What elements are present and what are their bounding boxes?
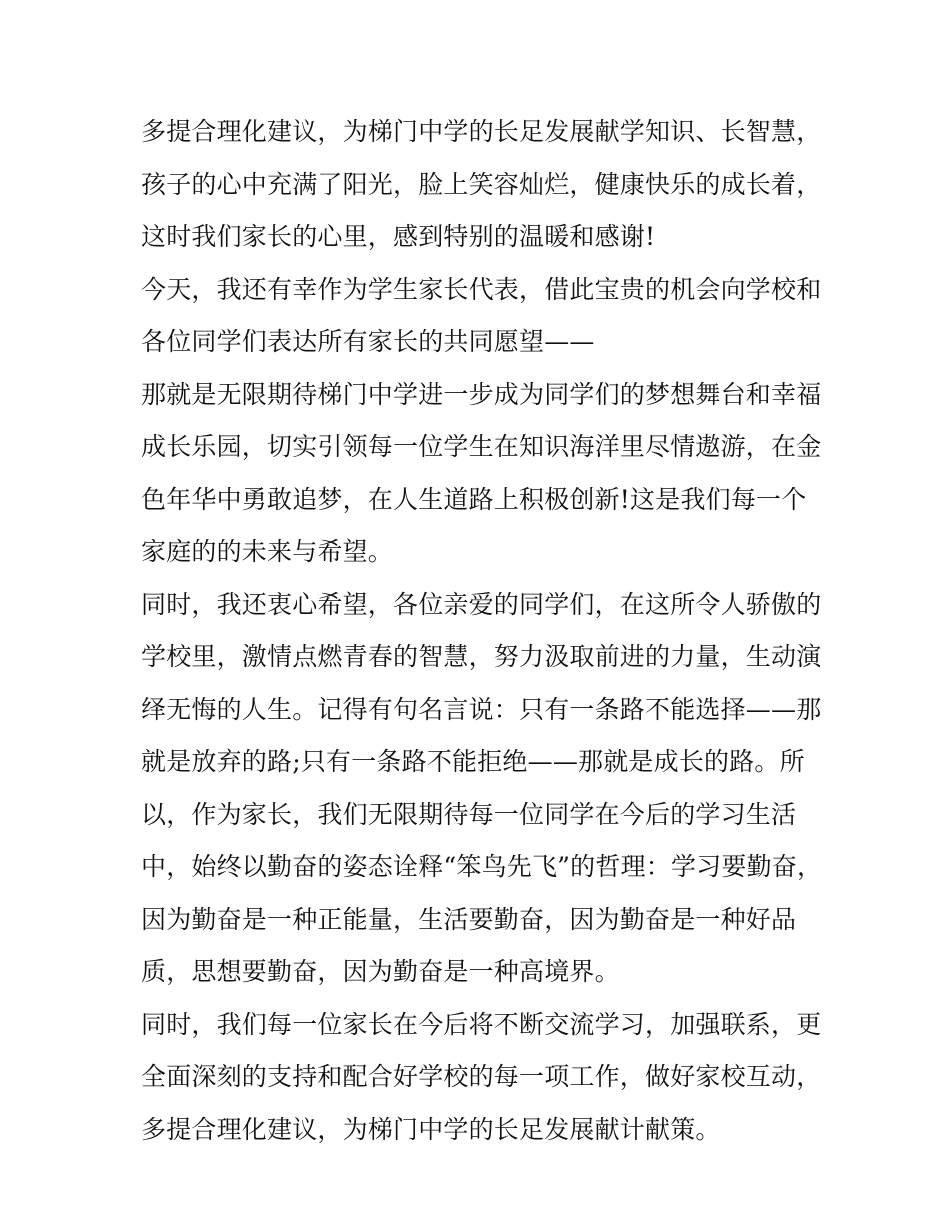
text-line: 全面深刻的支持和配合好学校的每一项工作，做好家校互动， [141, 1062, 822, 1091]
text-line: 绎无悔的人生。记得有句名言说：只有一条路不能选择——那 [141, 694, 822, 724]
text-line: 同时，我们每一位家长在今后将不断交流学习，加强联系，更 [141, 1009, 822, 1039]
text-line: 学校里，激情点燃青春的智慧，努力汲取前进的力量，生动演 [141, 642, 822, 671]
text-line: 质，思想要勤奋，因为勤奋是一种高境界。 [141, 957, 620, 986]
text-line: 因为勤奋是一种正能量，生活要勤奋，因为勤奋是一种好品 [141, 904, 797, 934]
text-line: 家庭的的未来与希望。 [141, 537, 394, 566]
text-line: 色年华中勇敢追梦，在人生道路上积极创新!这是我们每一个 [141, 484, 807, 514]
text-line: 中，始终以勤奋的姿态诠释“笨鸟先飞”的哲理：学习要勤奋， [141, 852, 823, 881]
text-line: 那就是无限期待梯门中学进一步成为同学们的梦想舞台和幸福 [141, 379, 822, 409]
text-line: 多提合理化建议，为梯门中学的长足发展献学知识、长智慧， [141, 117, 822, 146]
text-line: 多提合理化建议，为梯门中学的长足发展献计献策。 [141, 1114, 721, 1144]
text-line: 今天，我还有幸作为学生家长代表，借此宝贵的机会向学校和 [141, 274, 822, 304]
document-body [141, 106, 821, 1156]
text-line: 同时，我还衷心希望，各位亲爱的同学们，在这所令人骄傲的 [141, 589, 822, 619]
text-line: 以，作为家长，我们无限期待每一位同学在今后的学习生活 [141, 799, 797, 829]
text-line: 孩子的心中充满了阳光，脸上笑容灿烂，健康快乐的成长着， [141, 169, 822, 199]
text-line: 各位同学们表达所有家长的共同愿望—— [141, 327, 595, 356]
text-line: 成长乐园，切实引领每一位学生在知识海洋里尽情遨游，在金 [141, 432, 822, 461]
text-line: 就是放弃的路;只有一条路不能拒绝——那就是成长的路。所 [141, 747, 805, 776]
text-line: 这时我们家长的心里，感到特别的温暖和感谢! [141, 222, 656, 251]
